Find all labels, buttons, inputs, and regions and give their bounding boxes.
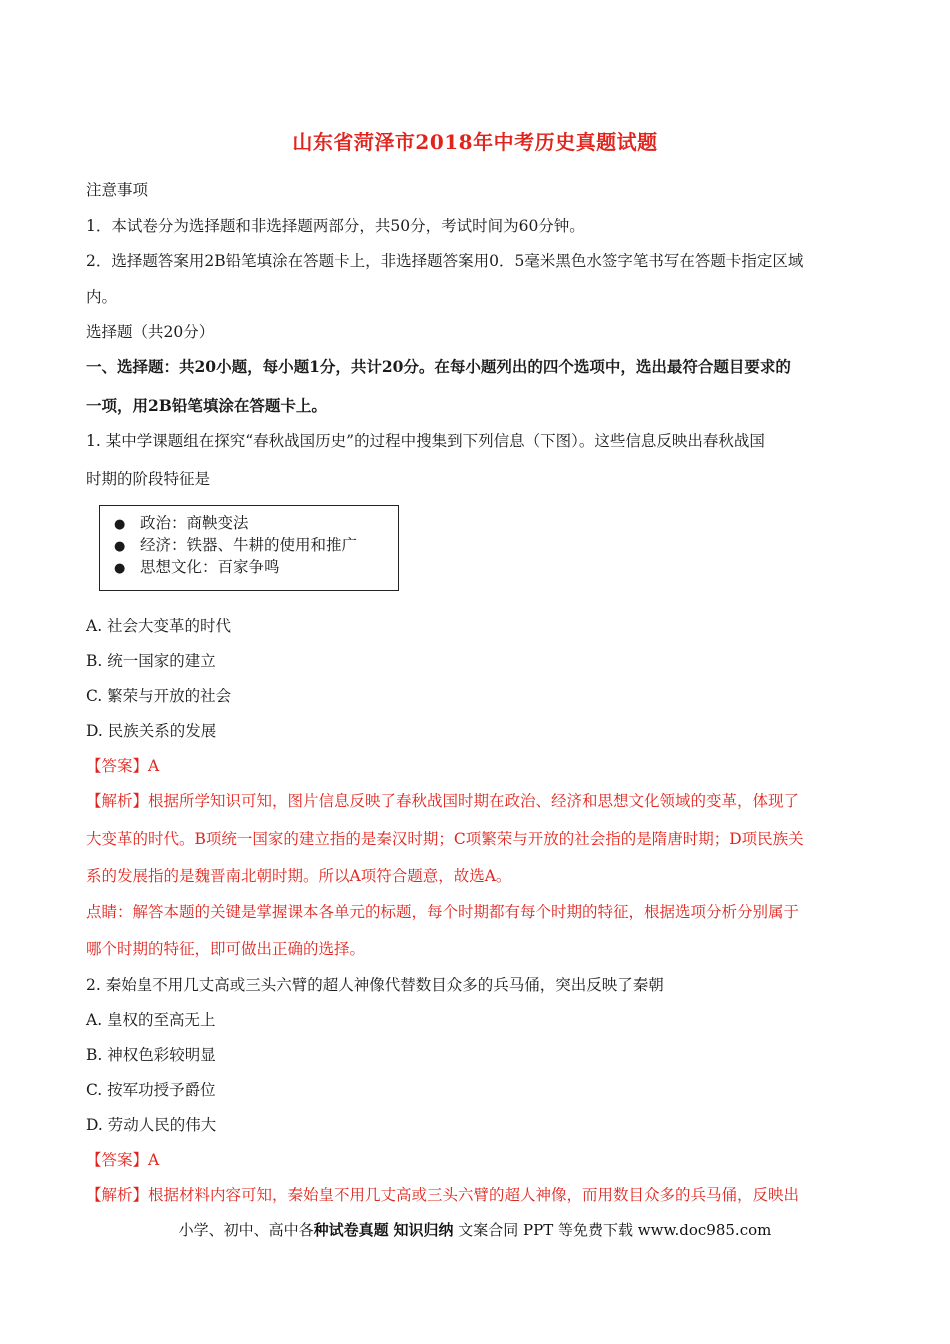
q2-analysis: 【解析】根据材料内容可知，秦始皇不用几丈高或三头六臂的超人神像，而用数目众多的兵马俑，反映出 bbox=[86, 1186, 800, 1204]
q1-option-d: D. 民族关系的发展 bbox=[86, 722, 217, 740]
footer-text: 小学、初中、高中各 bbox=[178, 1221, 314, 1239]
info-politics: 政治：商鞅变法 bbox=[140, 514, 249, 532]
info-row bbox=[114, 534, 398, 556]
q1-analysis-cont: 系的发展指的是魏晋南北朝时期。所以A项符合题意，故选A。 bbox=[86, 867, 512, 885]
footer-link[interactable]: www.doc985.com bbox=[637, 1221, 772, 1239]
info-row bbox=[114, 512, 398, 534]
q1-tip-cont: 哪个时期的特征，即可做出正确的选择。 bbox=[86, 940, 366, 958]
q1-analysis: 【解析】根据所学知识可知，图片信息反映了春秋战国时期在政治、经济和思想文化领域的变革，体现了 bbox=[86, 792, 800, 810]
q1-answer: 【答案】A bbox=[86, 757, 160, 775]
q2-option-b: B. 神权色彩较明显 bbox=[86, 1046, 216, 1064]
q2-option-a: A. 皇权的至高无上 bbox=[86, 1011, 216, 1029]
q2-answer: 【答案】A bbox=[86, 1151, 160, 1169]
notice-item-2: 2．选择题答案用2B铅笔填涂在答题卡上，非选择题答案用0．5毫米黑色水签字笔书写在答题卡指定区域 bbox=[86, 252, 804, 270]
q1-info-box bbox=[99, 505, 399, 591]
notice-heading: 注意事项 bbox=[86, 181, 149, 199]
q1-option-c: C. 繁荣与开放的社会 bbox=[86, 687, 232, 705]
section-instruction: 一、选择题：共20小题，每小题1分，共计20分。在每小题列出的四个选项中，选出最符合题目要求的 bbox=[86, 357, 791, 376]
bullet-icon: ● bbox=[114, 517, 126, 532]
page-title: 山东省菏泽市2018年中考历史真题试题 bbox=[292, 130, 658, 154]
notice-item-2-cont: 内。 bbox=[86, 288, 118, 306]
section-label: 选择题（共20分） bbox=[86, 323, 215, 341]
info-economy: 经济：铁器、牛耕的使用和推广 bbox=[140, 536, 358, 554]
q1-option-a: A. 社会大变革的时代 bbox=[86, 617, 232, 635]
footer-text: 知识归纳 bbox=[393, 1221, 454, 1239]
q1-analysis-cont: 大变革的时代。B项统一国家的建立指的是秦汉时期；C项繁荣与开放的社会指的是隋唐时期；D项民族关 bbox=[86, 830, 804, 848]
footer-text: 文案合同 PPT 等免费下载 bbox=[458, 1221, 633, 1239]
bullet-icon: ● bbox=[114, 561, 126, 576]
q1-tip: 点睛：解答本题的关键是掌握课本各单元的标题，每个时期都有每个时期的特征，根据选项分析分别属于 bbox=[86, 903, 800, 921]
info-culture: 思想文化：百家争鸣 bbox=[140, 558, 280, 576]
section-instruction-cont: 一项，用2B铅笔填涂在答题卡上。 bbox=[86, 396, 327, 415]
notice-item-1: 1．本试卷分为选择题和非选择题两部分，共50分，考试时间为60分钟。 bbox=[86, 217, 585, 235]
q1-stem-cont: 时期的阶段特征是 bbox=[86, 470, 211, 488]
page-footer bbox=[0, 1219, 950, 1240]
footer-text: 种试卷真题 bbox=[313, 1221, 389, 1239]
q1-stem: 1. 某中学课题组在探究“春秋战国历史”的过程中搜集到下列信息（下图）。这些信息反映出春秋战国 bbox=[86, 432, 765, 450]
info-row bbox=[114, 556, 398, 578]
q2-option-d: D. 劳动人民的伟大 bbox=[86, 1116, 217, 1134]
bullet-icon: ● bbox=[114, 539, 126, 554]
q2-option-c: C. 按军功授予爵位 bbox=[86, 1081, 216, 1099]
q2-stem: 2. 秦始皇不用几丈高或三头六臂的超人神像代替数目众多的兵马俑，突出反映了秦朝 bbox=[86, 976, 664, 994]
q1-option-b: B. 统一国家的建立 bbox=[86, 652, 216, 670]
